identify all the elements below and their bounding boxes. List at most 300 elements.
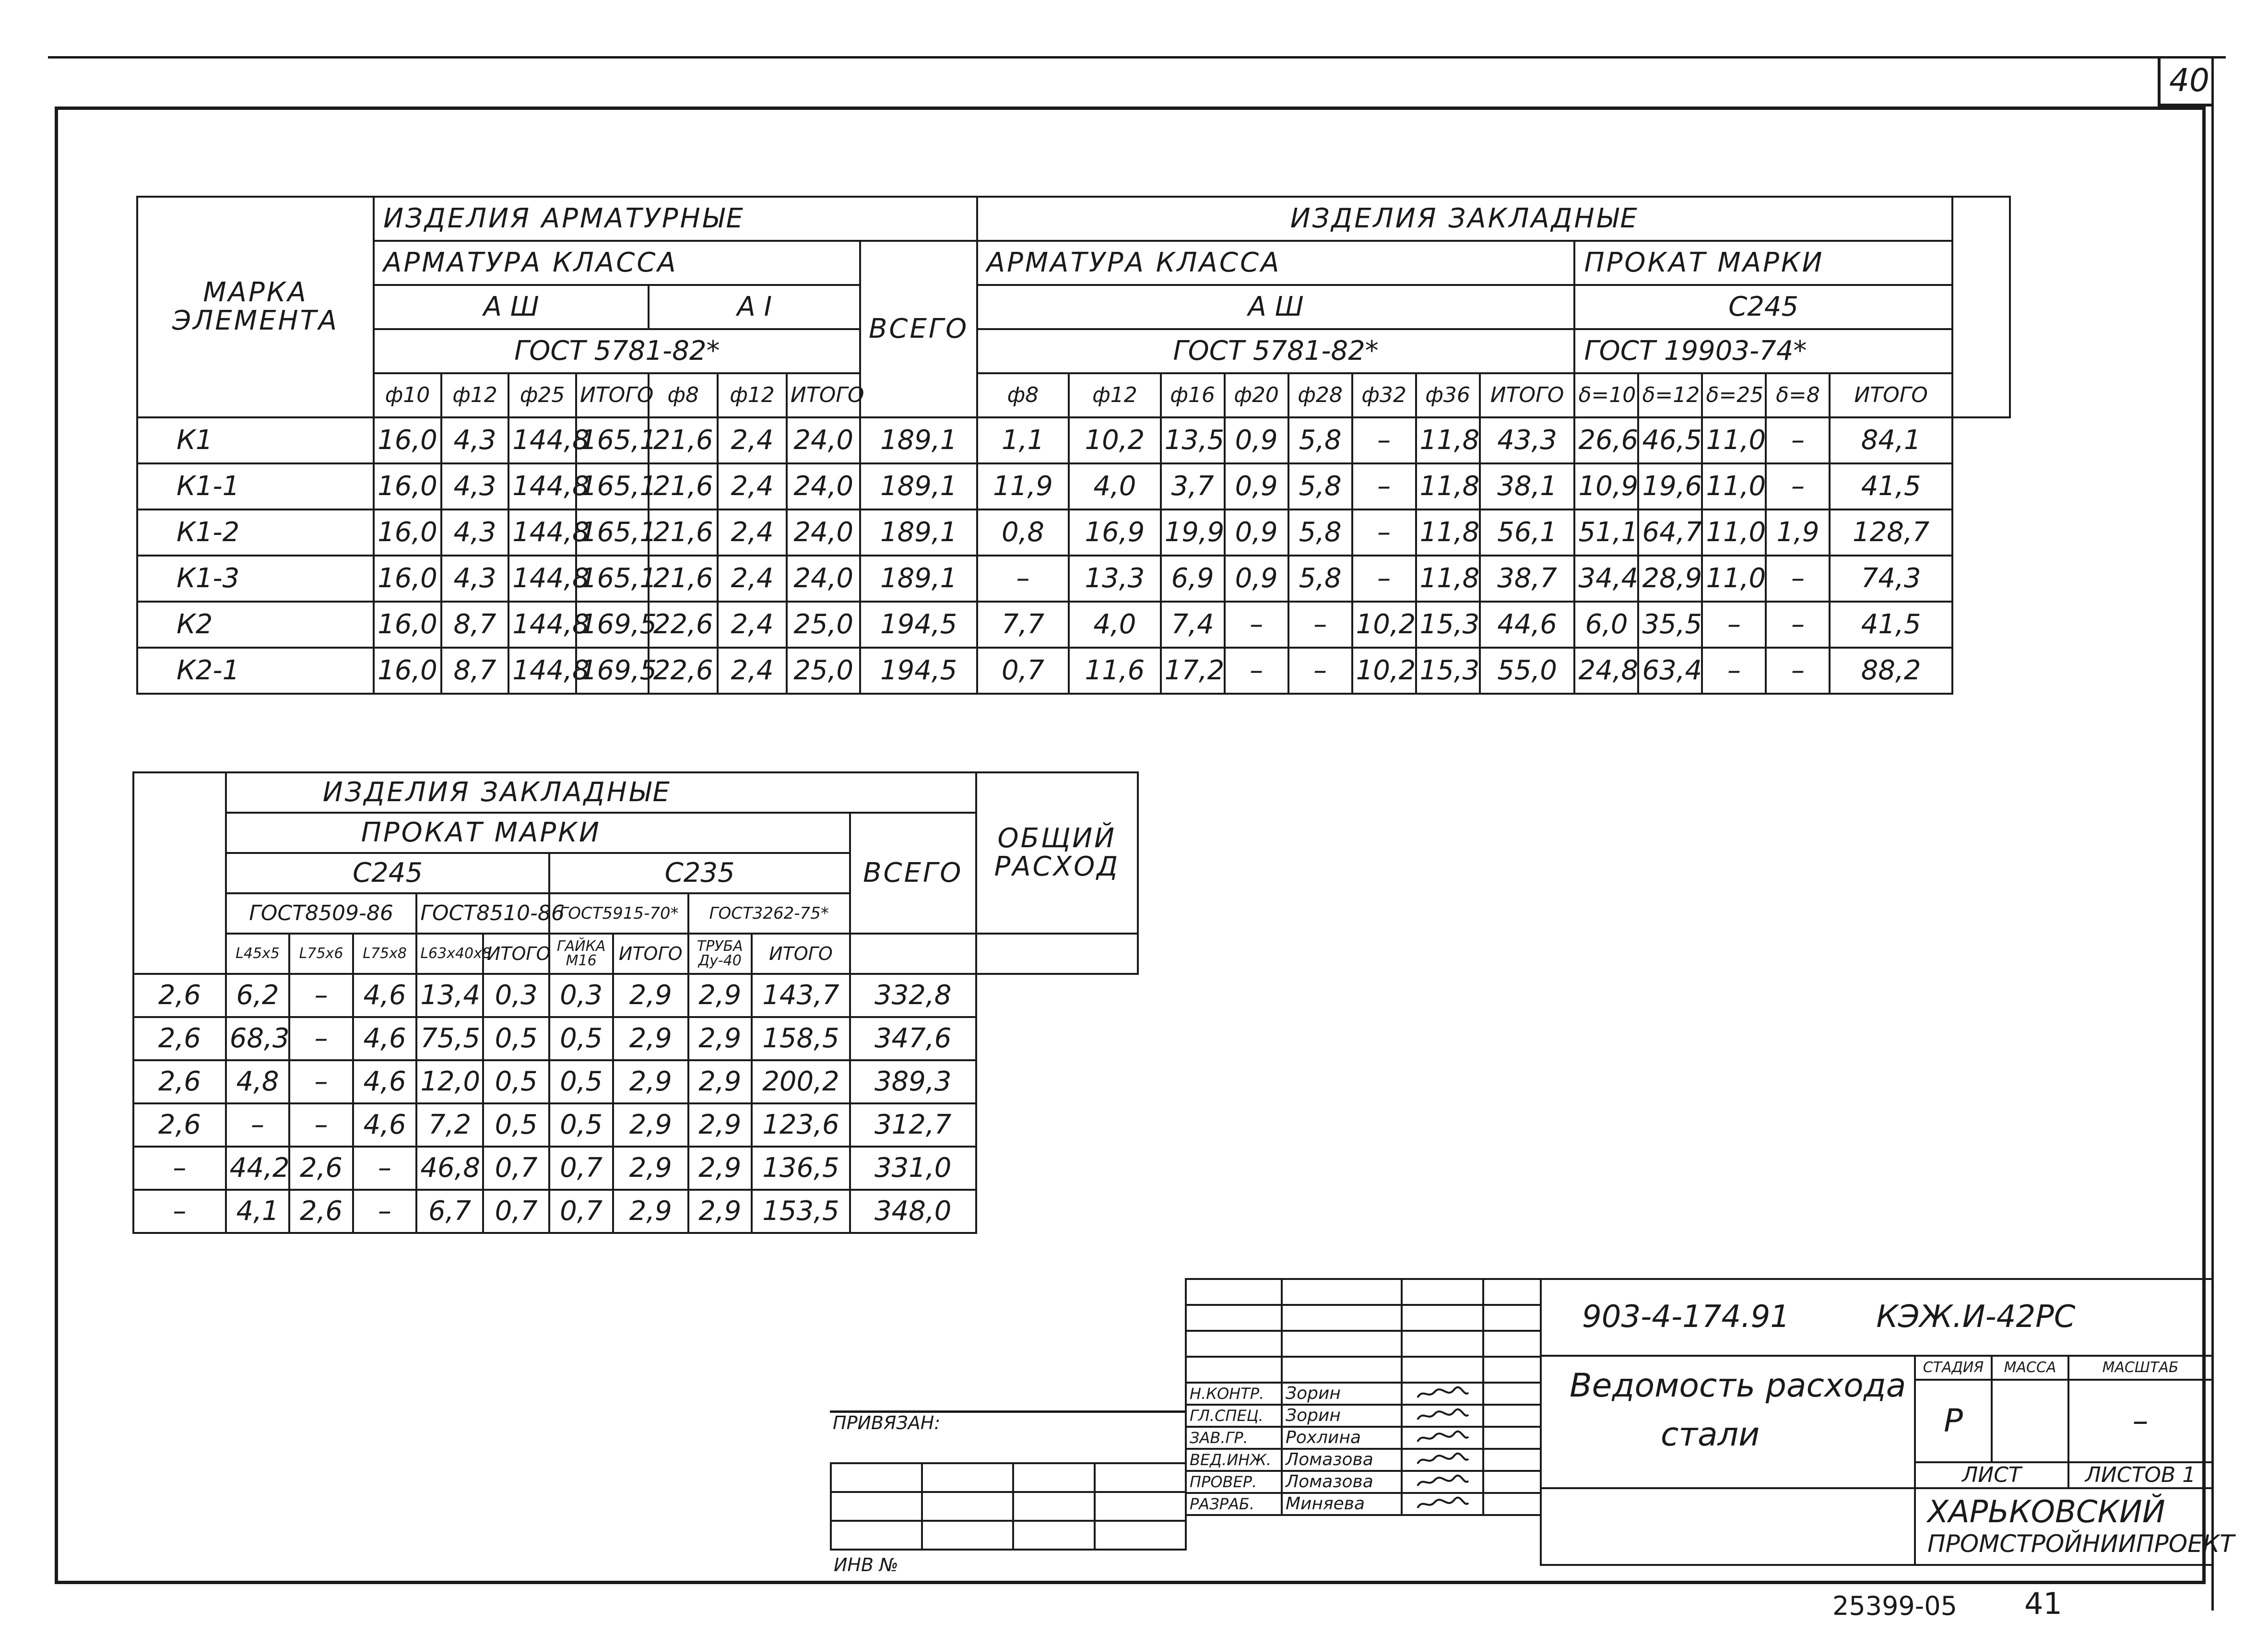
signature-mark — [1402, 1471, 1483, 1493]
sheet-label: ЛИСТ — [1915, 1462, 2068, 1488]
signature-mark — [1402, 1405, 1483, 1427]
signature-scribble-icon — [1414, 1429, 1471, 1446]
table-cell: 2,9 — [613, 1060, 688, 1103]
table-cell: 11,8 — [1416, 509, 1480, 556]
table-cell: 2,6 — [133, 974, 226, 1017]
table-cell: 2,9 — [688, 1147, 752, 1190]
table-cell: 2,9 — [688, 1017, 752, 1060]
table-cell: 16,0 — [374, 463, 441, 509]
top-border-line — [48, 56, 2226, 59]
table-cell: 75,5 — [416, 1017, 483, 1060]
table-cell: 6,9 — [1161, 556, 1225, 602]
empty-cell — [1541, 1488, 1915, 1565]
table-cell: 46,8 — [416, 1147, 483, 1190]
table-row — [133, 1190, 1138, 1233]
signature-name: Зорин — [1282, 1383, 1402, 1405]
table-cell: 2,9 — [613, 1103, 688, 1147]
table-row — [133, 974, 1138, 1017]
rebar-class-header: АРМАТУРА КЛАССА — [374, 241, 860, 285]
copy-number: 41 — [2024, 1586, 2062, 1621]
document-title-line-2: стали — [1661, 1416, 1760, 1454]
table-cell: – — [1288, 648, 1352, 694]
table-cell: – — [289, 1017, 353, 1060]
table-2-body — [133, 974, 1138, 1233]
organization-line-1: ХАРЬКОВСКИЙ — [1927, 1494, 2165, 1530]
table-cell: 56,1 — [1480, 509, 1575, 556]
table-cell: 8,7 — [441, 602, 509, 648]
signature-grid — [1185, 1278, 1542, 1516]
table-cell: 0,7 — [483, 1190, 550, 1233]
table-cell: 0,7 — [549, 1190, 613, 1233]
table-cell: 165,1 — [576, 509, 649, 556]
scale-value: – — [2068, 1380, 2212, 1462]
table-cell: 0,7 — [549, 1147, 613, 1190]
table-cell: 4,0 — [1069, 602, 1160, 648]
table-cell: 15,3 — [1416, 602, 1480, 648]
table-cell: 35,5 — [1638, 602, 1702, 648]
signature-scribble-icon — [1414, 1385, 1471, 1402]
mark-header: МАРКА ЭЛЕМЕНТА — [137, 197, 374, 417]
signature-name: Миняева — [1282, 1493, 1402, 1515]
sheets-label: ЛИСТОВ 1 — [2068, 1462, 2212, 1488]
table-cell: 2,9 — [613, 1147, 688, 1190]
table-row — [133, 1147, 1138, 1190]
page-number-box — [2158, 56, 2211, 107]
total-header: ВСЕГО — [860, 241, 977, 417]
table-cell: 24,0 — [787, 556, 861, 602]
steel-c235-header: С235 — [549, 853, 850, 893]
organization-name — [1915, 1488, 2234, 1565]
column-header: L75x8 — [353, 934, 417, 974]
table-cell: 165,1 — [576, 417, 649, 463]
table-cell: 4,3 — [441, 556, 509, 602]
table-cell: 0,5 — [483, 1103, 550, 1147]
rebar-class-header: АРМАТУРА КЛАССА — [977, 241, 1575, 285]
table-cell: 5,8 — [1288, 463, 1352, 509]
table-cell: 22,6 — [649, 648, 718, 694]
column-header: ИТОГО — [613, 934, 688, 974]
table-cell: 158,5 — [752, 1017, 850, 1060]
table-cell: 348,0 — [850, 1190, 976, 1233]
table-cell: 0,9 — [1225, 417, 1288, 463]
table-cell: – — [353, 1147, 417, 1190]
table-cell: 64,7 — [1638, 509, 1702, 556]
table-cell: 15,3 — [1416, 648, 1480, 694]
table-cell: – — [1225, 648, 1288, 694]
table-cell: 389,3 — [850, 1060, 976, 1103]
table-cell: – — [289, 1103, 353, 1147]
column-header: δ=8 — [1766, 373, 1830, 417]
table-cell: 21,6 — [649, 417, 718, 463]
table-cell: 0,9 — [1225, 556, 1288, 602]
table-cell: 7,4 — [1161, 602, 1225, 648]
table-cell: 10,2 — [1352, 648, 1416, 694]
signature-name: Рохлина — [1282, 1427, 1402, 1449]
table-cell: 24,0 — [787, 417, 861, 463]
table-cell: 347,6 — [850, 1017, 976, 1060]
table-cell: 16,0 — [374, 509, 441, 556]
column-header: ф8 — [977, 373, 1069, 417]
signature-row — [1186, 1471, 1541, 1493]
table-cell: 200,2 — [752, 1060, 850, 1103]
table-cell: 0,7 — [483, 1147, 550, 1190]
sheet-code: КЭЖ.И-42РС — [1876, 1299, 2076, 1335]
table-row — [133, 1017, 1138, 1060]
mass-label: МАССА — [1992, 1356, 2068, 1380]
table-cell: 10,2 — [1069, 417, 1160, 463]
table-cell: – — [133, 1190, 226, 1233]
table-cell: 22,6 — [649, 602, 718, 648]
table-cell: 2,9 — [613, 974, 688, 1017]
column-header: ИТОГО — [1480, 373, 1575, 417]
table-cell: – — [289, 1060, 353, 1103]
table-cell: – — [1766, 417, 1830, 463]
table-cell: – — [1702, 602, 1766, 648]
table-cell: 26,6 — [1574, 417, 1638, 463]
signature-mark — [1402, 1427, 1483, 1449]
table-cell: 41,5 — [1830, 602, 1952, 648]
column-header: ТРУБА Ду-40 — [688, 934, 752, 974]
table-cell: 165,1 — [576, 556, 649, 602]
project-code-cell — [1541, 1279, 2212, 1356]
table-cell: – — [1766, 556, 1830, 602]
column-header: ИТОГО — [787, 373, 861, 417]
table-cell: 4,6 — [353, 1103, 417, 1147]
table-cell: 16,9 — [1069, 509, 1160, 556]
signature-scribble-icon — [1414, 1473, 1471, 1491]
column-header: ИТОГО — [752, 934, 850, 974]
table-cell: 1,9 — [1766, 509, 1830, 556]
table-cell: 169,5 — [576, 602, 649, 648]
date-cell — [1483, 1493, 1541, 1515]
organization-line-2: ПРОМСТРОЙНИИПРОЕКТ — [1927, 1530, 2234, 1558]
signature-row — [1186, 1383, 1541, 1405]
table-cell: 194,5 — [860, 648, 977, 694]
table-cell: 24,0 — [787, 463, 861, 509]
table-cell: 1,1 — [977, 417, 1069, 463]
column-header: L75x6 — [289, 934, 353, 974]
class-a1-header: А I — [649, 285, 860, 329]
signature-role: ЗАВ.ГР. — [1186, 1427, 1282, 1449]
table-cell: 2,4 — [718, 509, 787, 556]
rolled-grade-header: ПРОКАТ МАРКИ — [1574, 241, 1952, 285]
table-cell: 143,7 — [752, 974, 850, 1017]
table-cell: 2,6 — [133, 1103, 226, 1147]
table-cell: 2,9 — [688, 1103, 752, 1147]
table-cell: 0,3 — [549, 974, 613, 1017]
table-cell: 11,9 — [977, 463, 1069, 509]
table-cell: 74,3 — [1830, 556, 1952, 602]
signature-role: Н.КОНТР. — [1186, 1383, 1282, 1405]
row-mark: К1-2 — [137, 509, 374, 556]
table-cell: 2,9 — [613, 1190, 688, 1233]
row-mark: К2-1 — [137, 648, 374, 694]
signature-mark — [1402, 1383, 1483, 1405]
table-cell: 2,9 — [613, 1017, 688, 1060]
column-header: ф10 — [374, 373, 441, 417]
title-block — [1540, 1278, 2234, 1566]
table-cell: 2,4 — [718, 463, 787, 509]
table-cell: 4,6 — [353, 1017, 417, 1060]
table-cell: 331,0 — [850, 1147, 976, 1190]
table-cell: 169,5 — [576, 648, 649, 694]
table-cell: 4,1 — [226, 1190, 290, 1233]
reinforcement-products-header: ИЗДЕЛИЯ АРМАТУРНЫЕ — [374, 197, 977, 241]
column-header: ИТОГО — [1830, 373, 1952, 417]
table-cell: 21,6 — [649, 509, 718, 556]
column-header: ф32 — [1352, 373, 1416, 417]
signature-name: Зорин — [1282, 1405, 1402, 1427]
signature-mark — [1402, 1493, 1483, 1515]
column-header: ф12 — [441, 373, 509, 417]
table-cell: 2,9 — [688, 974, 752, 1017]
signature-row — [1186, 1449, 1541, 1471]
table-cell: 68,3 — [226, 1017, 290, 1060]
table-row — [133, 1103, 1138, 1147]
signature-row — [1186, 1493, 1541, 1515]
table-cell: 11,0 — [1702, 417, 1766, 463]
binding-label: ПРИВЯЗАН: — [833, 1412, 941, 1433]
table-cell: 0,5 — [483, 1017, 550, 1060]
table-cell: 41,5 — [1830, 463, 1952, 509]
signature-mark — [1402, 1449, 1483, 1471]
table-cell: – — [133, 1147, 226, 1190]
table-cell: 10,9 — [1574, 463, 1638, 509]
column-header: ф36 — [1416, 373, 1480, 417]
table-cell: – — [1352, 463, 1416, 509]
signature-name: Ломазова — [1282, 1449, 1402, 1471]
table-cell: 38,1 — [1480, 463, 1575, 509]
table-cell: 44,2 — [226, 1147, 290, 1190]
gost-header: ГОСТ5915-70* — [549, 893, 688, 934]
table-cell: 144,8 — [508, 648, 576, 694]
inventory-number-label: ИНВ № — [834, 1554, 898, 1575]
table-cell: 7,2 — [416, 1103, 483, 1147]
signature-role: ПРОВЕР. — [1186, 1471, 1282, 1493]
table-cell: 123,6 — [752, 1103, 850, 1147]
table-cell: 0,8 — [977, 509, 1069, 556]
table-cell: 11,0 — [1702, 509, 1766, 556]
table-cell: 2,6 — [289, 1190, 353, 1233]
signature-role: ГЛ.СПЕЦ. — [1186, 1405, 1282, 1427]
mass-value — [1992, 1380, 2068, 1462]
table-cell: 88,2 — [1830, 648, 1952, 694]
empty-cell — [850, 934, 976, 974]
column-header: L63x40x8 — [416, 934, 483, 974]
table-cell: 0,5 — [483, 1060, 550, 1103]
row-mark: К1-3 — [137, 556, 374, 602]
table-cell: 2,4 — [718, 602, 787, 648]
table-cell: 11,8 — [1416, 463, 1480, 509]
table-cell: 24,0 — [787, 509, 861, 556]
column-header: ф12 — [1069, 373, 1160, 417]
table-cell: 2,4 — [718, 417, 787, 463]
signature-role: РАЗРАБ. — [1186, 1493, 1282, 1515]
steel-c245-header: С245 — [1574, 285, 1952, 329]
table-cell: – — [1352, 509, 1416, 556]
table-cell: 28,9 — [1638, 556, 1702, 602]
row-mark: К1 — [137, 417, 374, 463]
table-1-body — [137, 417, 2010, 694]
table-cell: 21,6 — [649, 463, 718, 509]
table-cell: 19,9 — [1161, 509, 1225, 556]
table-cell: 8,7 — [441, 648, 509, 694]
table-cell: 144,8 — [508, 509, 576, 556]
table-cell: 6,2 — [226, 974, 290, 1017]
table-cell: – — [1766, 463, 1830, 509]
rolled-grade-header: ПРОКАТ МАРКИ — [226, 813, 850, 853]
table-cell: 128,7 — [1830, 509, 1952, 556]
table-cell: 25,0 — [787, 648, 861, 694]
table-cell: 16,0 — [374, 602, 441, 648]
date-cell — [1483, 1383, 1541, 1405]
table-cell: 189,1 — [860, 417, 977, 463]
table-cell: 17,2 — [1161, 648, 1225, 694]
table-cell: 84,1 — [1830, 417, 1952, 463]
table-cell: 153,5 — [752, 1190, 850, 1233]
column-header: ф20 — [1225, 373, 1288, 417]
table-cell: 63,4 — [1638, 648, 1702, 694]
table-cell: 24,8 — [1574, 648, 1638, 694]
table-cell: 5,8 — [1288, 509, 1352, 556]
table-cell: 2,6 — [133, 1060, 226, 1103]
column-header: ф12 — [718, 373, 787, 417]
table-cell: 165,1 — [576, 463, 649, 509]
table-cell: 6,7 — [416, 1190, 483, 1233]
gost-header: ГОСТ8510-86 — [416, 893, 549, 934]
table-cell: 312,7 — [850, 1103, 976, 1147]
document-title-line-1: Ведомость расхода — [1570, 1367, 1906, 1405]
column-header: ИТОГО — [483, 934, 550, 974]
column-header: ф28 — [1288, 373, 1352, 417]
steel-consumption-table-1 — [136, 196, 2011, 695]
gost-header: ГОСТ8509-86 — [226, 893, 417, 934]
table-cell: 2,9 — [688, 1060, 752, 1103]
gost-header: ГОСТ 19903-74* — [1574, 329, 1952, 373]
embedded-products-header: ИЗДЕЛИЯ ЗАКЛАДНЫЕ — [226, 772, 976, 813]
total-header: ВСЕГО — [850, 813, 976, 934]
column-header: δ=25 — [1702, 373, 1766, 417]
table-cell: 16,0 — [374, 556, 441, 602]
table-cell: 5,8 — [1288, 556, 1352, 602]
date-cell — [1483, 1449, 1541, 1471]
table-cell: 11,0 — [1702, 556, 1766, 602]
table-cell: 34,4 — [1574, 556, 1638, 602]
column-header: ф25 — [508, 373, 576, 417]
stage-value: Р — [1915, 1380, 1992, 1462]
table-cell: 144,8 — [508, 417, 576, 463]
gost-header: ГОСТ 5781-82* — [977, 329, 1575, 373]
gost-header: ГОСТ3262-75* — [688, 893, 850, 934]
table-cell: 11,8 — [1416, 417, 1480, 463]
overall-consumption-header: ОБЩИЙ РАСХОД — [976, 772, 1138, 934]
table-cell: 7,7 — [977, 602, 1069, 648]
table-row — [133, 1060, 1138, 1103]
table-cell: 11,8 — [1416, 556, 1480, 602]
embedded-products-header: ИЗДЕЛИЯ ЗАКЛАДНЫЕ — [977, 197, 1952, 241]
binding-grid — [830, 1462, 1187, 1551]
date-cell — [1483, 1427, 1541, 1449]
page-number: 40 — [2169, 62, 2209, 99]
table-cell: 6,0 — [1574, 602, 1638, 648]
steel-c245-header: С245 — [226, 853, 550, 893]
table-cell: – — [1352, 556, 1416, 602]
table-row — [137, 648, 2010, 694]
table-cell: 4,6 — [353, 974, 417, 1017]
table-cell: 13,3 — [1069, 556, 1160, 602]
table-cell: 136,5 — [752, 1147, 850, 1190]
empty-cell — [1952, 197, 2010, 417]
column-header: L45x5 — [226, 934, 290, 974]
column-header: δ=10 — [1574, 373, 1638, 417]
empty-cell — [133, 772, 226, 974]
project-code: 903-4-174.91 — [1582, 1299, 1790, 1335]
column-header: δ=12 — [1638, 373, 1702, 417]
table-cell: – — [1766, 648, 1830, 694]
table-cell: 2,4 — [718, 556, 787, 602]
table-cell: 0,5 — [549, 1017, 613, 1060]
table-cell: 5,8 — [1288, 417, 1352, 463]
signature-scribble-icon — [1414, 1451, 1471, 1468]
row-mark: К1-1 — [137, 463, 374, 509]
table-cell: 144,8 — [508, 463, 576, 509]
row-mark: К2 — [137, 602, 374, 648]
column-header: ГАЙКА М16 — [549, 934, 613, 974]
table-cell: 16,0 — [374, 648, 441, 694]
class-a3-header: А Ш — [374, 285, 649, 329]
table-cell: – — [1352, 417, 1416, 463]
class-a3-header: А Ш — [977, 285, 1575, 329]
table-cell: – — [353, 1190, 417, 1233]
table-row — [137, 556, 2010, 602]
archive-number: 25399-05 — [1832, 1591, 1957, 1621]
table-cell: 4,3 — [441, 463, 509, 509]
signature-scribble-icon — [1414, 1495, 1471, 1513]
table-cell: 3,7 — [1161, 463, 1225, 509]
table-cell: 0,9 — [1225, 463, 1288, 509]
table-cell: – — [1766, 602, 1830, 648]
table-cell: 16,0 — [374, 417, 441, 463]
table-cell: 4,8 — [226, 1060, 290, 1103]
table-row — [137, 602, 2010, 648]
table-cell: 46,5 — [1638, 417, 1702, 463]
gost-header: ГОСТ 5781-82* — [374, 329, 860, 373]
signature-row — [1186, 1405, 1541, 1427]
table-cell: 0,5 — [549, 1103, 613, 1147]
table-cell: 55,0 — [1480, 648, 1575, 694]
table-cell: – — [1225, 602, 1288, 648]
table-cell: 144,8 — [508, 556, 576, 602]
empty-cell — [976, 934, 1138, 974]
table-cell: 2,4 — [718, 648, 787, 694]
signature-scribble-icon — [1414, 1407, 1471, 1424]
table-cell: – — [1702, 648, 1766, 694]
table-cell: 4,3 — [441, 509, 509, 556]
steel-consumption-table-2 — [132, 771, 1139, 1234]
table-cell: 0,5 — [549, 1060, 613, 1103]
table-cell: 0,7 — [977, 648, 1069, 694]
table-cell: 11,6 — [1069, 648, 1160, 694]
scale-label: МАСШТАБ — [2068, 1356, 2212, 1380]
table-cell: 189,1 — [860, 509, 977, 556]
column-header: ф8 — [649, 373, 718, 417]
table-cell: 4,0 — [1069, 463, 1160, 509]
table-cell: – — [977, 556, 1069, 602]
table-cell: 51,1 — [1574, 509, 1638, 556]
table-cell: 189,1 — [860, 556, 977, 602]
table-cell: 2,9 — [688, 1190, 752, 1233]
table-cell: 2,6 — [133, 1017, 226, 1060]
